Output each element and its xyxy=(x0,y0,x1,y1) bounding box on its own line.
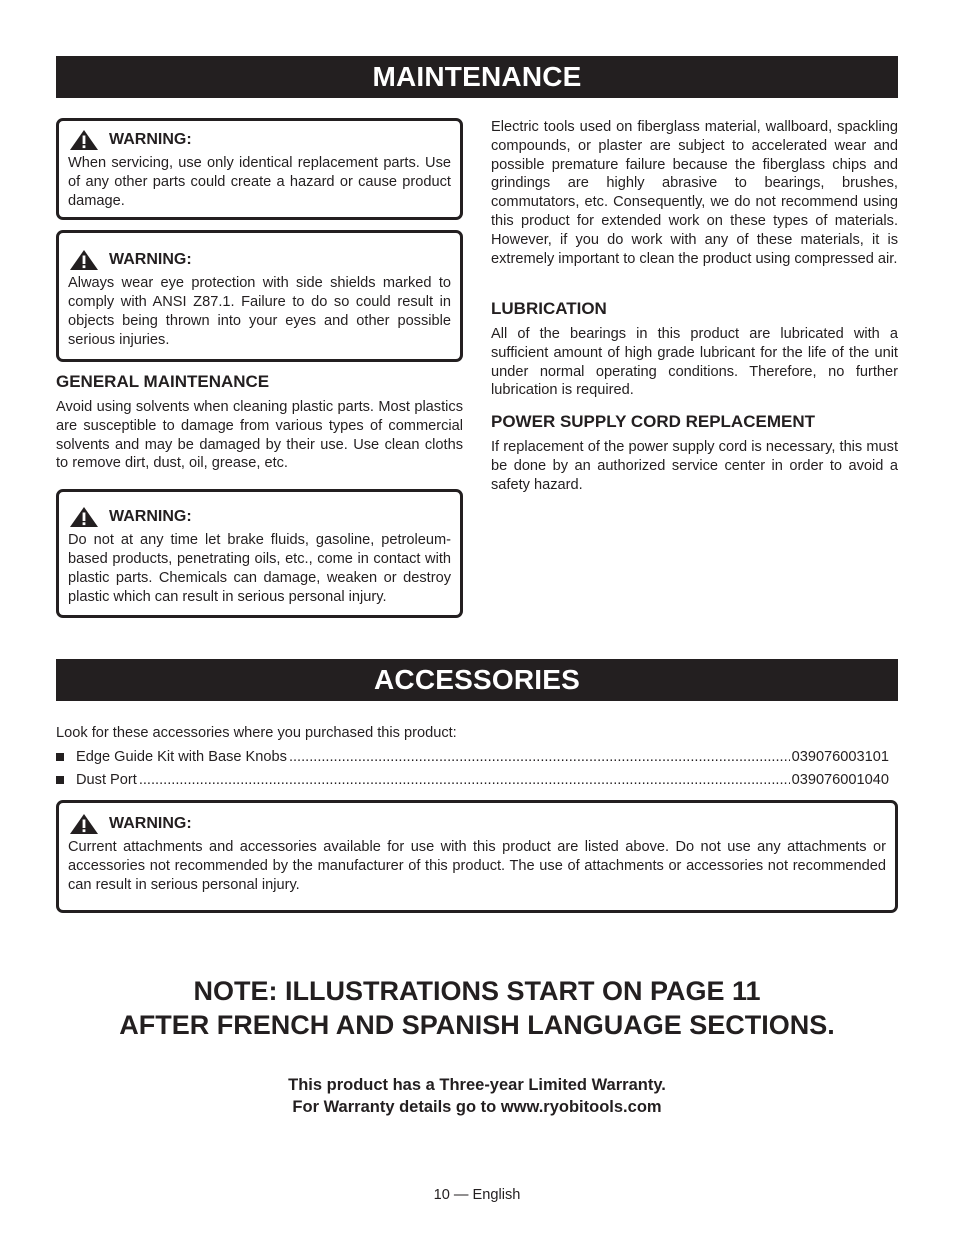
electric-tools-text: Electric tools used on fiberglass material, wallboard, spackling compounds, or plaster are subject to accelerated wear and possible premature failure because the fiberglass chips and grindings are highly abrasive to bearings, brushes, commutators, etc. Consequently, we do not recommend using this product for extended work on these types of materials. However, if you do work with any of these materials, it is extremely important to clean the product using compressed air. xyxy=(491,119,898,267)
warning-triangle-icon xyxy=(69,249,99,271)
accessory-part-number: 039076001040 xyxy=(791,772,889,788)
warning-triangle-icon xyxy=(69,129,99,151)
warning-title: WARNING: xyxy=(109,251,192,268)
illustrations-note-line1: NOTE: ILLUSTRATIONS START ON PAGE 11 xyxy=(193,976,761,1006)
bullet-square-icon xyxy=(56,753,64,761)
warning-box-chemicals xyxy=(56,489,463,618)
dot-leader xyxy=(139,772,790,788)
accessory-part-number: 039076003101 xyxy=(791,749,889,765)
warning-box-accessories xyxy=(56,800,898,913)
warning-triangle-icon xyxy=(69,813,99,835)
warning-title: WARNING: xyxy=(109,508,192,525)
page-footer: 10 — English xyxy=(433,1187,521,1203)
warranty-line1: This product has a Three-year Limited Warranty. xyxy=(288,1076,666,1094)
accessory-name: Edge Guide Kit with Base Knobs xyxy=(76,749,287,765)
warning-box-eye-protection xyxy=(56,230,463,362)
general-maintenance-heading: GENERAL MAINTENANCE xyxy=(56,372,270,391)
accessory-item xyxy=(56,749,889,765)
warning-text: Current attachments and accessories available for use with this product are listed above. Do not use any attachments or accessories not recommended by the manufacturer of this product. The use of attachments or accessories not recommended can result in serious personal injury. xyxy=(68,839,886,893)
accessories-intro: Look for these accessories where you purchased this product: xyxy=(56,725,457,741)
dot-leader xyxy=(289,749,790,765)
accessory-name: Dust Port xyxy=(76,772,137,788)
warning-text: Do not at any time let brake fluids, gasoline, petroleum-based products, penetrating oils, etc., come in contact with plastic parts. Chemicals can damage, weaken or destroy plastic which can result in serious personal injury. xyxy=(68,532,451,605)
cord-replacement-heading: POWER SUPPLY CORD REPLACEMENT xyxy=(491,412,815,431)
bullet-square-icon xyxy=(56,776,64,784)
maintenance-heading: MAINTENANCE xyxy=(56,56,898,98)
accessories-heading: ACCESSORIES xyxy=(56,659,898,701)
lubrication-text: All of the bearings in this product are lubricated with a sufficient amount of high grade lubricant for the life of the unit under normal operating conditions. Therefore, no further lubrication is required. xyxy=(491,326,898,399)
lubrication-heading: LUBRICATION xyxy=(491,299,607,318)
illustrations-note-line2: AFTER FRENCH AND SPANISH LANGUAGE SECTIONS. xyxy=(119,1010,835,1040)
warning-text: Always wear eye protection with side shields marked to comply with ANSI Z87.1. Failure to do so could result in objects being thrown into your eyes and other possible serious injuries. xyxy=(68,275,451,348)
warning-triangle-icon xyxy=(69,506,99,528)
warning-box-replacement-parts xyxy=(56,118,463,220)
warning-title: WARNING: xyxy=(109,815,192,832)
cord-replacement-text: If replacement of the power supply cord is necessary, this must be done by an authorized service center in order to avoid a safety hazard. xyxy=(491,439,898,493)
accessory-item xyxy=(56,772,889,788)
warning-title: WARNING: xyxy=(109,131,192,148)
warning-text: When servicing, use only identical replacement parts. Use of any other parts could create a hazard or cause product damage. xyxy=(68,155,451,209)
warranty-line2: For Warranty details go to www.ryobitools.com xyxy=(292,1098,662,1116)
general-maintenance-text: Avoid using solvents when cleaning plastic parts. Most plastics are susceptible to damage from various types of commercial solvents and may be damaged by their use. Use clean cloths to remove dirt, dust, oil, grease, etc. xyxy=(56,399,463,472)
